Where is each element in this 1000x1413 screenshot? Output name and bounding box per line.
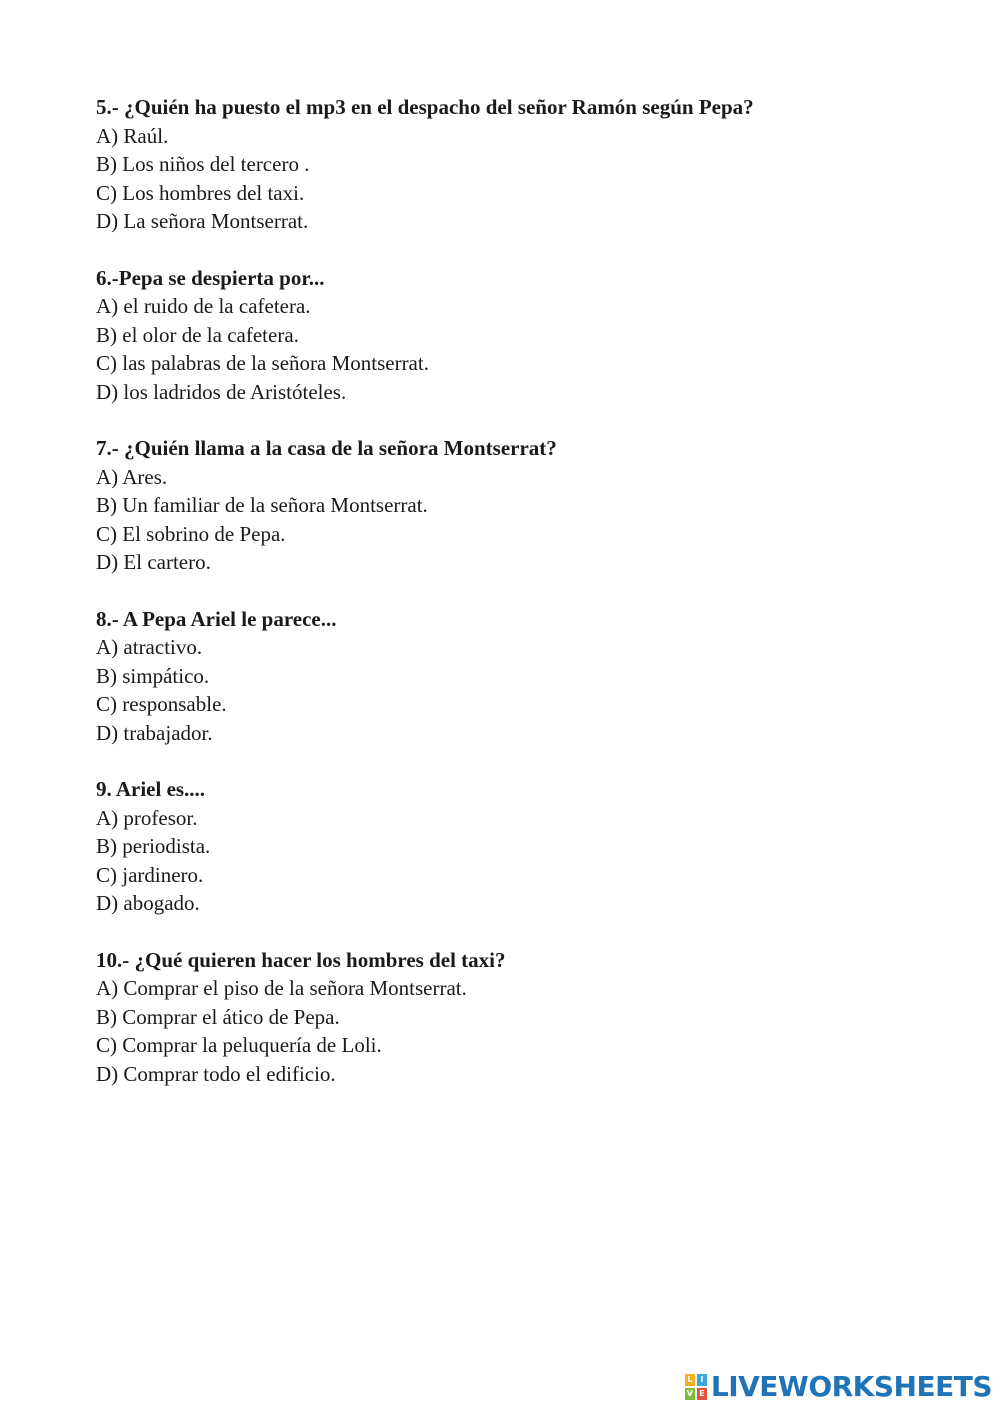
answer-option: A) atractivo. [96, 635, 203, 659]
answer-option: C) responsable. [96, 692, 227, 716]
question-title: 9. Ariel es.... [96, 777, 206, 801]
answer-option: C) jardinero. [96, 862, 204, 887]
answer-option: B) Un familiar de la señora Montserrat. [96, 493, 428, 517]
question-title: 5.- ¿Quién ha puesto el mp3 en el despacho del señor Ramón según Pepa? [96, 95, 754, 119]
answer-option: C) El sobrino de Pepa. [96, 521, 286, 546]
answer-option: D) los ladridos de Aristóteles. [96, 379, 347, 404]
answer-option: D) trabajador. [96, 720, 213, 745]
answer-option: D) El cartero. [96, 550, 211, 574]
worksheet [96, 93, 956, 1116]
answer-option: A) Ares. [96, 464, 168, 489]
answer-option: C) las palabras de la señora Montserrat. [96, 351, 429, 375]
answer-option: A) Raúl. [96, 123, 169, 148]
answer-option: B) Comprar el ático de Pepa. [96, 1004, 340, 1029]
question-title: 6.-Pepa se despierta por... [96, 265, 325, 290]
question-9 [96, 775, 956, 918]
logo-text: LIVEWORKSHEETS [710, 1370, 992, 1403]
question-7 [96, 434, 956, 577]
answer-option: C) Los hombres del taxi. [96, 180, 305, 205]
answer-option: A) el ruido de la cafetera. [96, 294, 311, 318]
answer-option: A) Comprar el piso de la señora Montserrat. [96, 976, 467, 1000]
question-title: 8.- A Pepa Ariel le parece... [96, 606, 337, 631]
answer-option: A) profesor. [96, 805, 198, 830]
question-5 [96, 93, 956, 236]
answer-option: B) periodista. [96, 834, 211, 858]
logo-mark-letter: I [697, 1374, 707, 1386]
logo-mark-letter: V [686, 1389, 693, 1398]
question-8 [96, 605, 956, 748]
logo-mark-letter: L [685, 1374, 695, 1386]
answer-option: D) abogado. [96, 891, 200, 915]
liveworksheets-logo-icon [685, 1374, 707, 1400]
answer-option: B) el olor de la cafetera. [96, 322, 299, 347]
question-6 [96, 264, 956, 407]
question-title: 7.- ¿Quién llama a la casa de la señora Montserrat? [96, 436, 557, 460]
question-title: 10.- ¿Qué quieren hacer los hombres del taxi? [96, 947, 506, 972]
answer-option: B) simpático. [96, 663, 210, 688]
answer-option: D) La señora Montserrat. [96, 209, 309, 233]
question-10 [96, 946, 956, 1089]
liveworksheets-logo [685, 1369, 992, 1405]
answer-option: C) Comprar la peluquería de Loli. [96, 1033, 382, 1057]
logo-mark-letter: E [697, 1388, 707, 1400]
answer-option: D) Comprar todo el edificio. [96, 1061, 336, 1086]
answer-option: B) Los niños del tercero . [96, 152, 310, 176]
